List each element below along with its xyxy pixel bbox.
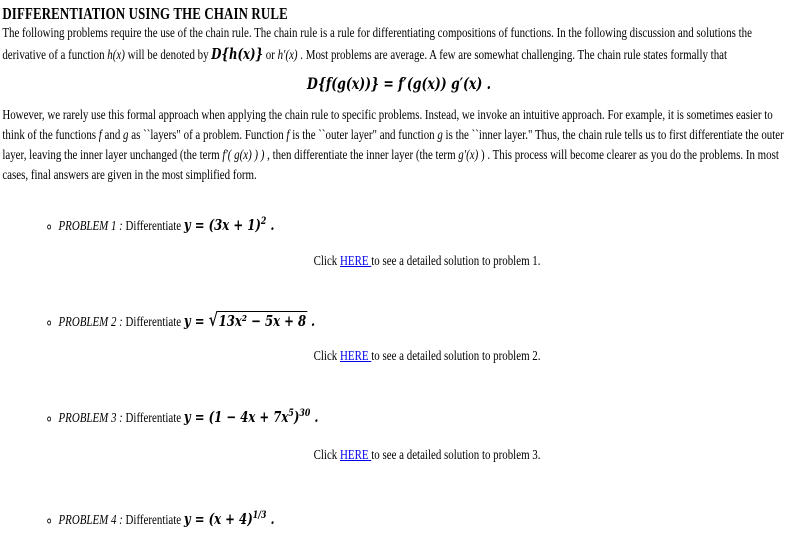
p1-text: The following problems require the use of the chain rule. The chain rule is a rule for differentiating compositions of functions. In the following discussion and solutions the derivative of a function xyxy=(2,26,752,63)
problem-2-solution-line xyxy=(58,347,795,366)
p1-text: . Most problems are average. A few are somewhat challenging. The chain rule states formally that xyxy=(297,48,728,63)
p2-text: is the ``inner layer." Thus, the chain rule tells us to first differentiate the outer layer, leaving the inner layer unchanged (the term xyxy=(2,128,784,163)
click-text-post: to see a detailed solution to problem 3. xyxy=(371,448,541,463)
problem-item-4-partial xyxy=(58,507,795,533)
click-text-post: to see a detailed solution to problem 1. xyxy=(371,254,541,269)
problem-4-formula: $y = (x + 4)^{1/3}$ . xyxy=(183,510,275,528)
p2-text: as ``layers" of a problem. Function xyxy=(128,128,287,143)
problem-1-solution-line xyxy=(58,252,795,271)
p2-var-g: g xyxy=(437,128,443,143)
problem-3-instruction: Differentiate xyxy=(125,411,182,426)
click-text-post: to see a detailed solution to problem 2. xyxy=(371,349,541,364)
problem-2-label: PROBLEM 2 : xyxy=(58,315,123,330)
problem-2-formula: y = √13x² − 5x + 8 . xyxy=(183,310,316,331)
problem-list xyxy=(2,213,795,533)
sqrt-icon: √ xyxy=(208,310,218,331)
problem-item-3 xyxy=(58,405,795,465)
p1-var-hx: h(x) xyxy=(107,48,125,63)
chain-rule-formula: D{f(g(x))} = f′(g(x)) g′(x) . xyxy=(307,74,491,93)
p1-text: or xyxy=(263,48,278,63)
p1-var-hprime: h′(x) xyxy=(277,48,298,63)
problem-3-formula: $y = (1 - 4x + 7x^5)^{30}$ . xyxy=(183,408,319,426)
p2-text: ) . This process will become clearer as you do the problems. In most cases, final answers are given in the most simplified form. xyxy=(2,148,779,183)
click-text-pre: Click xyxy=(313,448,341,463)
p2-var-f: f xyxy=(286,128,290,143)
p2-text: and xyxy=(101,128,124,143)
problem-2-solution-link[interactable]: HERE xyxy=(340,349,372,364)
intro-paragraph-1 xyxy=(2,24,795,66)
problem-1-solution-link[interactable]: HERE xyxy=(340,254,372,269)
problem-1-label: PROBLEM 1 : xyxy=(58,219,123,234)
p2-var-g: g xyxy=(123,128,129,143)
problem-3-solution-link[interactable]: HERE xyxy=(340,448,372,463)
problem-3-solution-line xyxy=(58,446,795,465)
problem-2-instruction: Differentiate xyxy=(125,315,182,330)
chain-rule-display-formula xyxy=(2,73,795,97)
p2-text: However, we rarely use this formal approach when applying the chain rule to specific problems. Instead, we invoke an intuitive approach. For example, it is sometimes easier to think of the functions xyxy=(2,108,773,143)
click-text-pre: Click xyxy=(313,349,341,364)
page-title: DIFFERENTIATION USING THE CHAIN RULE xyxy=(2,4,288,23)
p2-text: is the ``outer layer" and function xyxy=(289,128,438,143)
p2-var-fprime-gx: f′( g(x) ) ) xyxy=(222,148,265,163)
problem-4-instruction: Differentiate xyxy=(125,513,182,528)
p1-text: will be denoted by xyxy=(124,48,212,63)
problem-item-2 xyxy=(58,308,795,366)
problem-1-instruction: Differentiate xyxy=(125,219,182,234)
p2-text: , then differentiate the inner layer (the term xyxy=(264,148,459,163)
p2-var-f: f xyxy=(98,128,102,143)
p1-inline-formula-Dhx: D{h(x)} xyxy=(211,45,264,63)
problem-4-label: PROBLEM 4 : xyxy=(58,513,123,528)
click-text-pre: Click xyxy=(313,254,341,269)
problem-item-1 xyxy=(58,213,795,271)
problem-3-label: PROBLEM 3 : xyxy=(58,411,123,426)
p2-var-gprime: g′(x) xyxy=(458,148,479,163)
problem-1-formula: $y = (3x + 1)^2$ . xyxy=(183,216,275,234)
intro-paragraph-2 xyxy=(2,106,795,186)
